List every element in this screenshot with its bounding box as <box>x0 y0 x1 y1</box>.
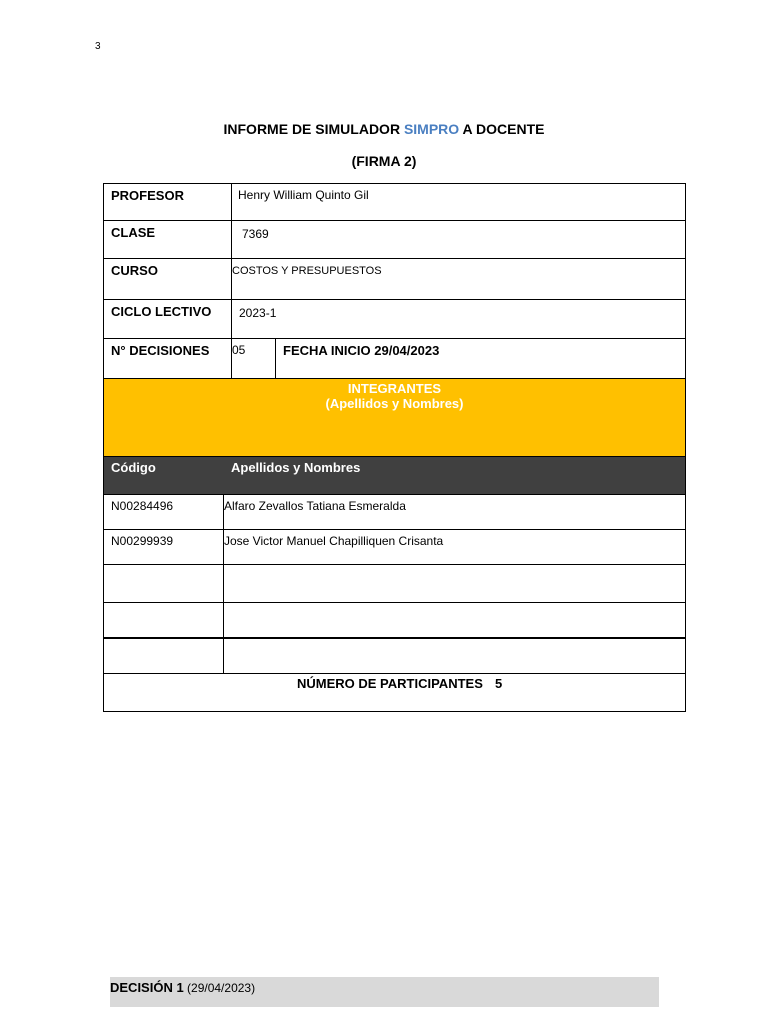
fecha-inicio: FECHA INICIO 29/04/2023 <box>283 343 440 358</box>
integrantes-header <box>103 379 686 457</box>
ciclo-label: CICLO LECTIVO <box>111 304 212 319</box>
row-clase <box>103 221 686 259</box>
ciclo-value: 2023-1 <box>239 306 277 320</box>
curso-label: CURSO <box>111 263 158 278</box>
row-curso <box>103 259 686 300</box>
title-highlight: SIMPRO <box>403 121 460 137</box>
curso-value: COSTOS Y PRESUPUESTOS <box>232 265 382 277</box>
participantes-label: NÚMERO DE PARTICIPANTES <box>297 676 483 691</box>
col-nombres: Apellidos y Nombres <box>231 460 361 475</box>
integrantes-title: INTEGRANTES <box>347 381 442 396</box>
member-codigo: N00299939 <box>111 534 174 548</box>
decisiones-value: 05 <box>232 343 246 357</box>
integrantes-subtitle: (Apellidos y Nombres) <box>325 396 464 411</box>
members-column-headers <box>103 457 686 495</box>
member-nombre: Jose Victor Manuel Chapilliquen Crisanta <box>224 534 444 548</box>
decisiones-label: N° DECISIONES <box>111 343 210 358</box>
profesor-label: PROFESOR <box>111 188 184 203</box>
row-participantes <box>103 674 686 712</box>
member-nombre: Alfaro Zevallos Tatiana Esmeralda <box>224 499 406 513</box>
table-row <box>103 603 686 638</box>
row-ciclo <box>103 300 686 339</box>
table-row <box>103 638 686 674</box>
participantes-value: 5 <box>495 676 503 691</box>
report-table <box>103 183 686 713</box>
profesor-value: Henry William Quinto Gil <box>238 188 369 202</box>
row-decisiones <box>103 339 686 379</box>
col-codigo: Código <box>111 460 156 475</box>
table-row <box>103 530 686 565</box>
title-suffix: A DOCENTE <box>459 121 545 137</box>
title-prefix: INFORME DE SIMULADOR <box>223 121 404 137</box>
decision-date: (29/04/2023) <box>187 981 256 995</box>
decision-heading <box>110 977 659 1007</box>
table-row <box>103 495 686 530</box>
report-title <box>0 121 768 137</box>
page-number: 3 <box>95 41 101 52</box>
decision-label: DECISIÓN 1 <box>110 980 184 995</box>
member-codigo: N00284496 <box>111 499 174 513</box>
report-subtitle: (FIRMA 2) <box>351 153 417 169</box>
table-row <box>103 565 686 603</box>
clase-label: CLASE <box>111 225 156 240</box>
clase-value: 7369 <box>242 227 269 241</box>
row-profesor <box>103 183 686 221</box>
